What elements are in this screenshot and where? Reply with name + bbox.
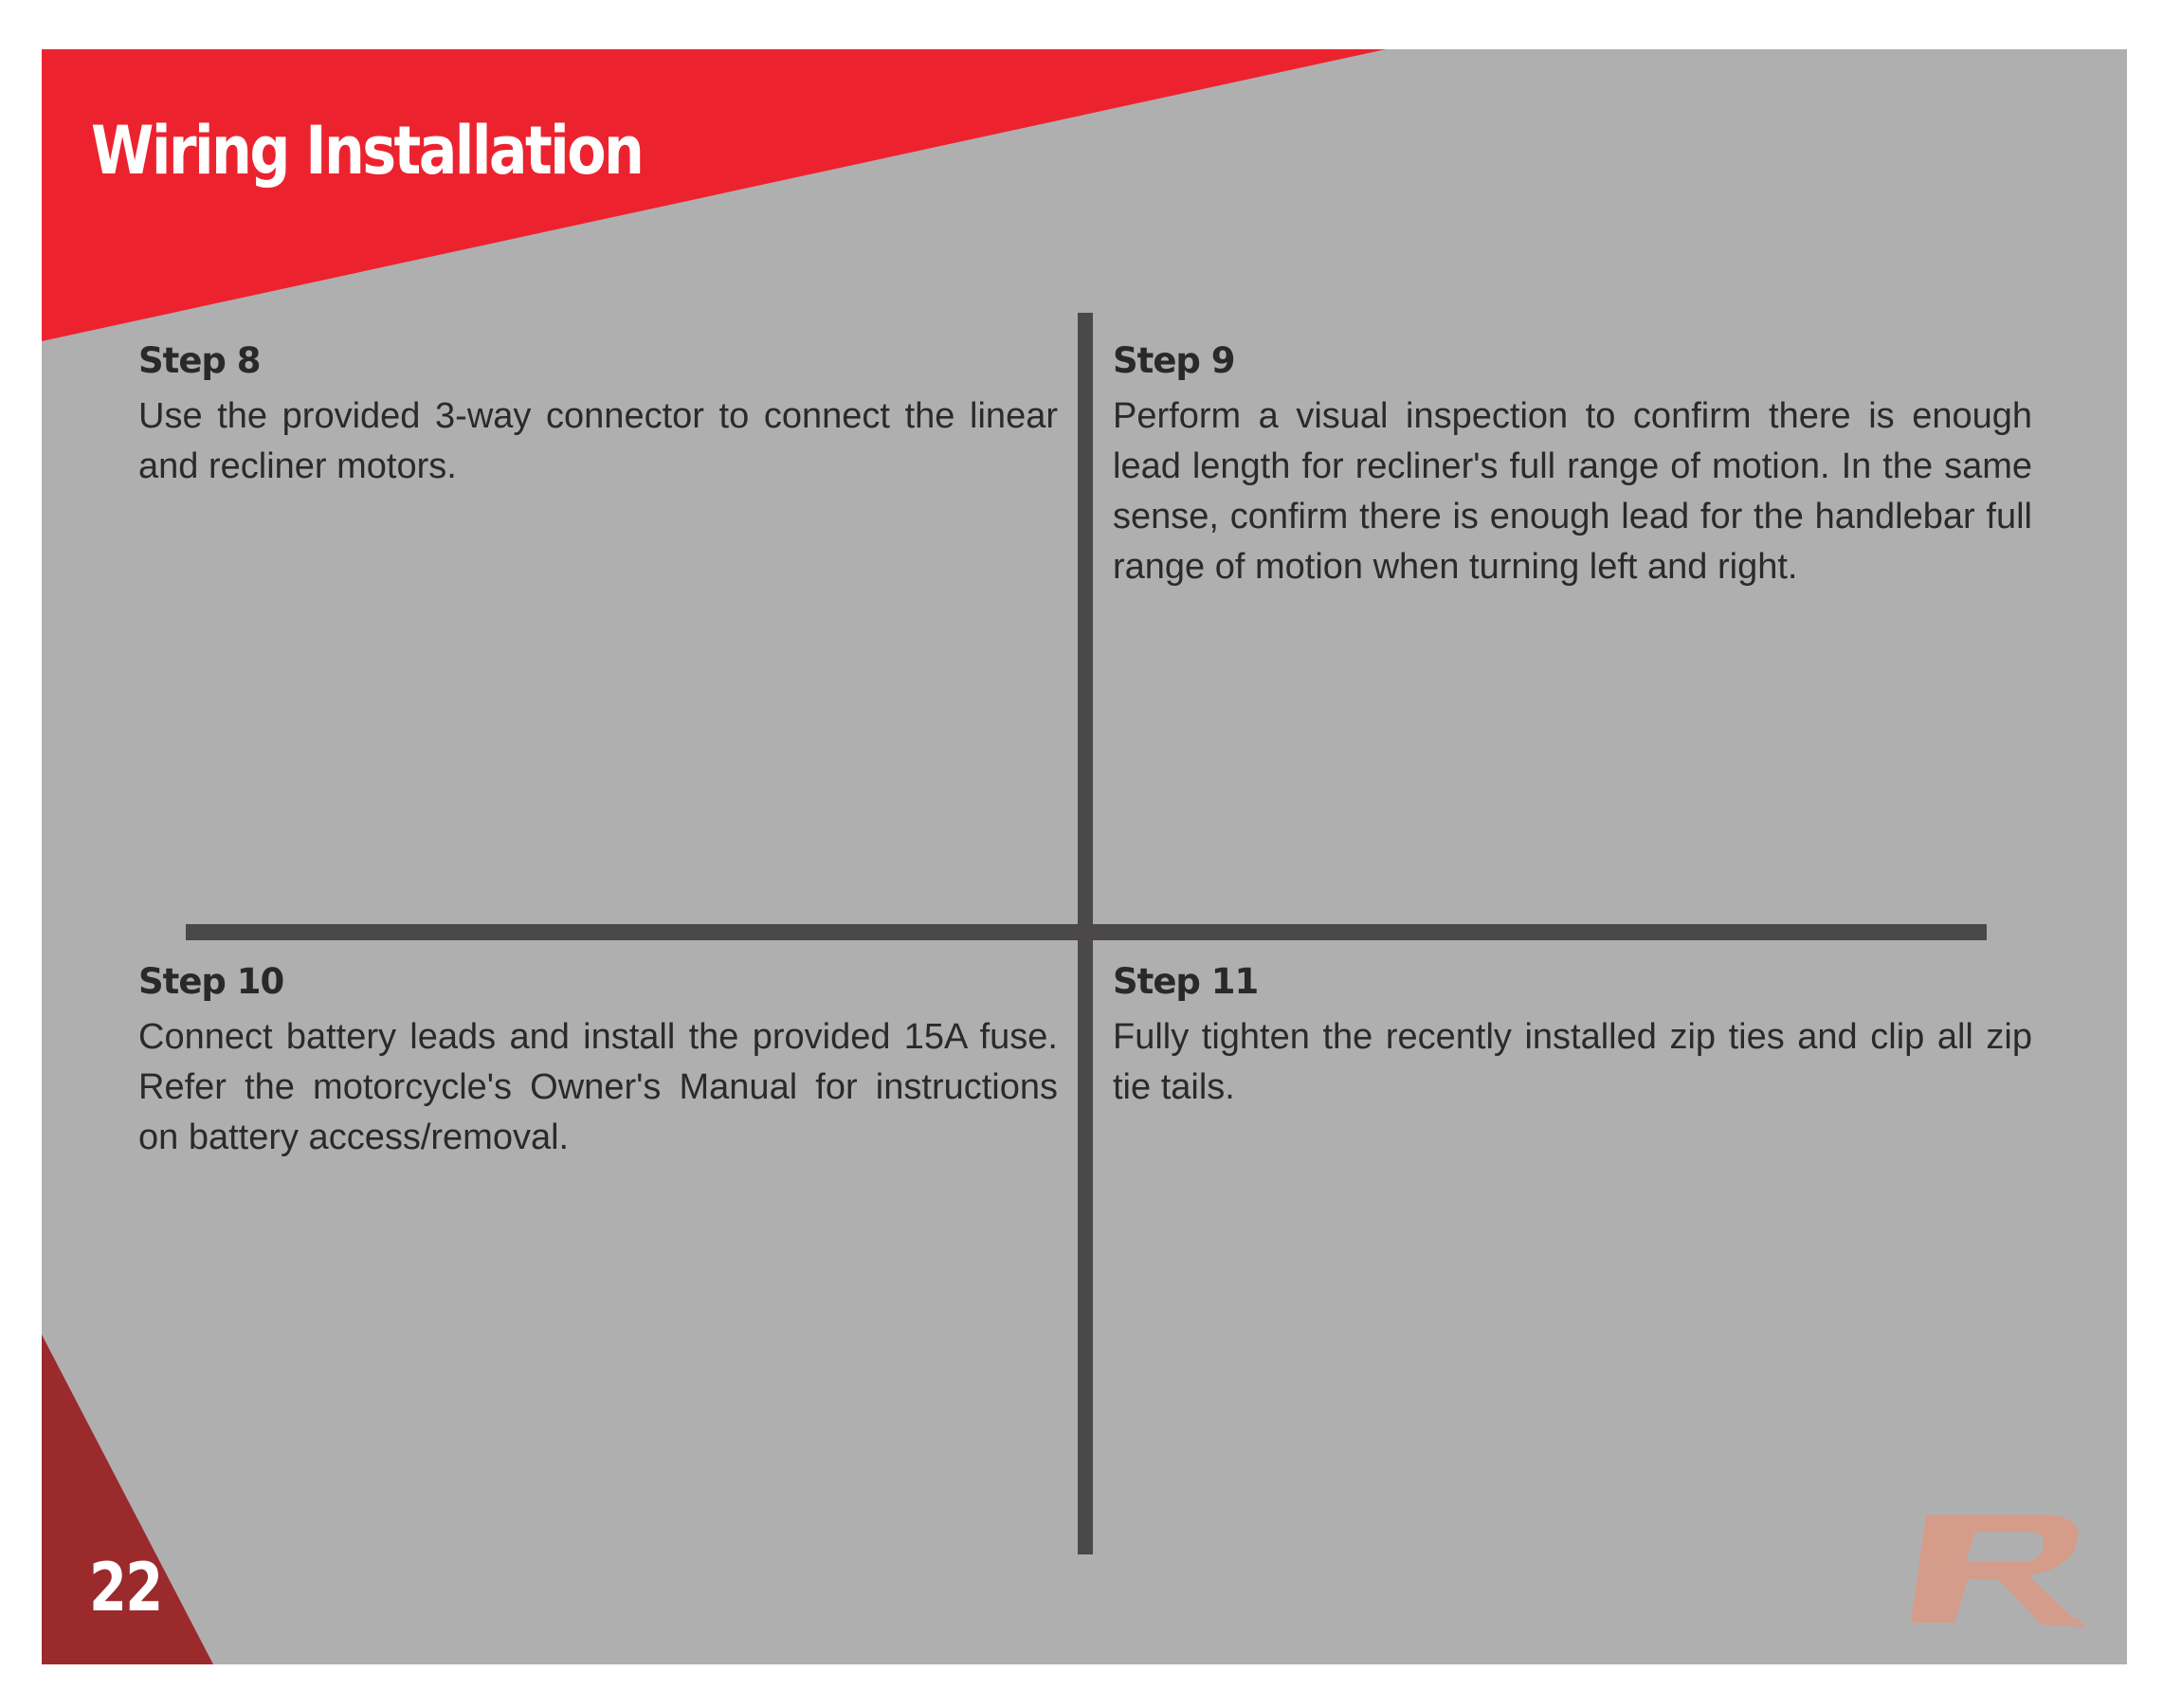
step-9-section [1113,340,2032,592]
page-number: 22 [89,1549,162,1626]
step-11-section [1113,961,2032,1113]
page-panel [42,49,2127,1664]
step-10-section [138,961,1058,1163]
step-10-title: Step 10 [138,961,284,1002]
header-red-triangle [42,49,1386,341]
step-10-body: Connect battery leads and install the provided 15A fuse. Refer the motorcycle's Owner's Manual for instructions on battery access/removal. [138,1017,1058,1157]
step-9-body: Perform a visual inspection to confirm there is enough lead length for recliner's full range of motion. In the same sense, confirm there is enough lead for the handlebar full range of motion when turning left and right. [1113,396,2032,587]
step-9-title: Step 9 [1113,340,1235,381]
step-11-title: Step 11 [1113,961,1259,1002]
step-8-section [138,340,1058,492]
step-11-body: Fully tighten the recently installed zip ties and clip all zip tie tails. [1113,1017,2032,1107]
step-8-title: Step 8 [138,340,261,381]
page-title: Wiring Installation [91,112,643,190]
step-8-body: Use the provided 3-way connector to connect the linear and recliner motors. [138,396,1058,486]
brand-logo-icon [1899,1507,2099,1630]
horizontal-divider [186,924,1987,940]
